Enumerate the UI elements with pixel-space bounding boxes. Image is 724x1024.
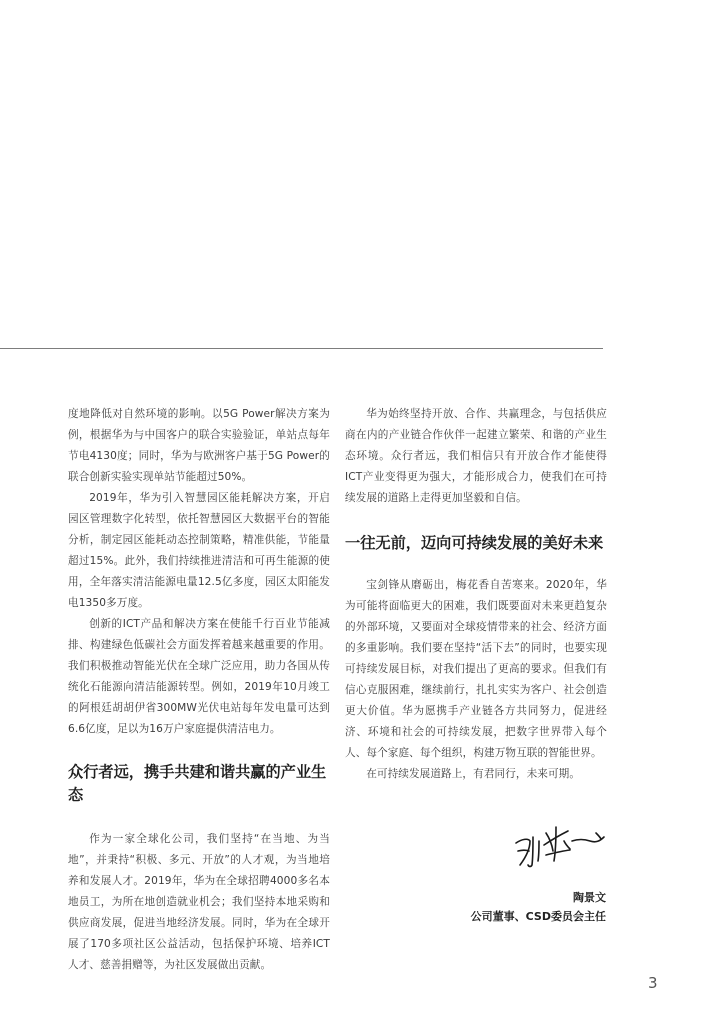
section-divider	[0, 348, 603, 349]
page-number: 3	[648, 974, 658, 992]
left-paragraph-3: 创新的ICT产品和解决方案在使能千行百业节能减排、构建绿色低碳社会方面发挥着越来越重要的作用。我们积极推动智能光伏在全球广泛应用，助力各国从传统化石能源向清洁能源转型。例如，2019年10月竣工的阿根廷胡胡伊省300MW光伏电站每年发电量可达到6.6亿度，足以为16万户家庭提供清洁电力。	[68, 618, 330, 735]
section-heading-ecosystem: 众行者远，携手共建和谐共赢的产业生态	[68, 763, 327, 804]
section-heading-future: 一往无前，迈向可持续发展的美好未来	[345, 534, 604, 552]
right-paragraph-2: 宝剑锋从磨砺出，梅花香自苦寒来。2020年，华为可能将面临更大的困难，我们既要面对未来更趋复杂的外部环境，又要面对全球疫情带来的社会、经济方面的多重影响。我们要在坚持“活下去”的同时，也要实现可持续发展目标，对我们提出了更高的要求。但我们有信心克服困难，继续前行，扎扎实实为客户、社会创造更大价值。华为愿携手产业链各方共同努力，促进经济、环境和社会的可持续发展，把数字世界带入每个人、每个家庭、每个组织，构建万物互联的智能世界。	[345, 579, 607, 759]
left-paragraph-1: 度地降低对自然环境的影响。以5G Power解决方案为例，根据华为与中国客户的联合实验验证，单站点每年节电4130度；同时，华为与欧洲客户基于5G Power的联合创新实验实现单站节能超过50%。	[68, 408, 330, 483]
right-paragraph-3: 在可持续发展道路上，有君同行，未来可期。	[366, 768, 581, 780]
left-column	[68, 404, 330, 976]
right-column	[345, 404, 607, 785]
left-paragraph-4: 作为一家全球化公司，我们坚持“在当地、为当地”，并秉持“积极、多元、开放”的人才观，为当地培养和发展人才。2019年，华为在全球招聘4000多名本地员工，为所在地创造就业机会；我们坚持本地采购和供应商发展，促进当地经济发展。同时，华为在全球开展了170多项社区公益活动，包括保护环境、培养ICT人才、慈善捐赠等，为社区发展做出贡献。	[68, 833, 330, 971]
left-paragraph-2: 2019年，华为引入智慧园区能耗解决方案，开启园区管理数字化转型，依托智慧园区大数据平台的智能分析，制定园区能耗动态控制策略，精准供能，节能量超过15%。此外，我们持续推进清洁和可再生能源的使用，全年落实清洁能源电量12.5亿多度，园区太阳能发电1350多万度。	[68, 492, 330, 609]
handwritten-signature	[512, 823, 612, 871]
signer-name: 陶景文	[573, 891, 606, 904]
signer-title: 公司董事、CSD委员会主任	[470, 910, 606, 923]
right-paragraph-1: 华为始终坚持开放、合作、共赢理念，与包括供应商在内的产业链合作伙伴一起建立繁荣、和谐的产业生态环境。众行者远，我们相信只有开放合作才能使得ICT产业变得更为强大，才能形成合力，使我们在可持续发展的道路上走得更加坚毅和自信。	[345, 408, 607, 504]
